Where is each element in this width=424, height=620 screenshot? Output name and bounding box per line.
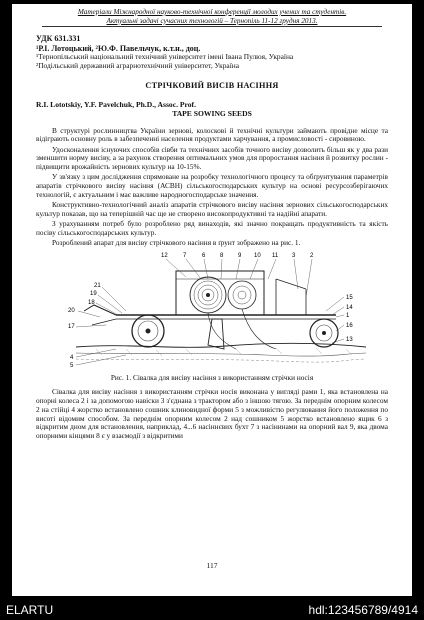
paragraph-5: З урахуванням потреб було розроблено ряд винаходів, які значно покращать продуктивність та якість посіву сільськогосподарських культур. xyxy=(36,218,388,237)
affiliation-1: ¹Тернопільський національний технічний університет імені Івана Пулюя, Україна xyxy=(36,52,294,62)
title-en: TAPE SOWING SEEDS xyxy=(172,108,252,118)
figure-label: 5 xyxy=(70,363,74,370)
udc-code: УДК 631.331 xyxy=(36,34,81,44)
figure-label: 9 xyxy=(238,253,242,260)
seeder-drawing xyxy=(36,249,388,373)
paragraph-7: Сівалка для висіву насіння з використанням стрічки носія виконана у вигляді рами 1, яка встановлена на опорні колеса 2 і за допомогою навіски 3 з'єднана з трактором або з іншою тягою. За переднім опорним колесом 2 на стійці 4 жорстко встановлено сошник клиновидної форми 5 з можливістю регулювання його положення по висоті відомим способом. За переднім опорним колесом 2 над сошником 5 жорстко встановлено ящик 6 з відкритим дном для встановлення, наприклад, 4...6 насіннєвих бухт 7 з насінинами на опорний вал 9, яка двома опорними кінцями 8 є у взаємодії з відкритими xyxy=(36,387,388,440)
conference-header xyxy=(42,8,382,27)
figure-label: 20 xyxy=(68,308,75,315)
figure-label: 10 xyxy=(254,253,261,260)
figure-label: 12 xyxy=(161,253,168,260)
paragraph-2: Удосконалення існуючих способів сівби та технічних засобів точного висіву дозволить більш як у два рази зменшити норму висіву, а за рахунок створення оптимальних умов для проростання насіння й розвитку рослин - підвищити врожайність зернових культур на 10-15%. xyxy=(36,144,388,172)
paragraph-4: Конструктивно-технологічний аналіз апаратів стрічкового висіву насіння зернових сільськогосподарських культур показав, що на теперішній час ще не створено високопродуктивні та надійні апарати. xyxy=(36,199,388,218)
handle-id: hdl:123456789/4914 xyxy=(308,603,418,617)
figure-label: 14 xyxy=(346,305,353,312)
authors-uk: ¹Р.І. Лотоцький, ²Ю.Ф. Павельчук, к.т.н., доц. xyxy=(36,43,201,53)
figure-label: 1 xyxy=(346,313,350,320)
figure-label: 7 xyxy=(183,253,187,260)
figure-label: 15 xyxy=(346,295,353,302)
seeder-figure xyxy=(36,249,388,373)
header-line-1: Матеріали Міжнародної науково-технічної конференції молодих учених та студентів. xyxy=(77,8,347,16)
repository-name: ELARTU xyxy=(6,603,54,617)
paragraph-6: Розроблений апарат для висіву стрічкового насіння в ґрунт зображено на рис. 1. xyxy=(52,237,301,247)
figure-label: 16 xyxy=(346,323,353,330)
figure-label: 13 xyxy=(346,337,353,344)
paper-page xyxy=(12,4,412,596)
page-number: 117 xyxy=(206,561,218,570)
figure-label: 2 xyxy=(310,253,314,260)
figure-label: 6 xyxy=(202,253,206,260)
authors-en: R.I. Lototskiy, Y.F. Pavelchuk, Ph.D., Assoc. Prof. xyxy=(36,99,196,109)
figure-caption: Рис. 1. Сівалка для висіву насіння з використанням стрічки носія xyxy=(110,373,314,383)
header-line-2: Актуальні задачі сучасних технологій – Тернопіль 11-12 грудня 2013. xyxy=(106,16,318,25)
figure-label: 18 xyxy=(88,300,95,307)
figure-label: 17 xyxy=(68,324,75,331)
title-uk: СТРІЧКОВИЙ ВИСІВ НАСІННЯ xyxy=(145,80,279,90)
paragraph-1: В структурі рослинництва України зернові, колоскові й технічні культури займають провідне місце та відіграють основну роль в забезпеченні населення продуктами харчування, а промисловості - сировиною. xyxy=(36,125,388,144)
figure-label: 11 xyxy=(272,253,279,260)
figure-label: 19 xyxy=(90,291,97,298)
figure-label: 3 xyxy=(292,253,296,260)
paragraph-3: У зв'язку з цим дослідження спрямоване на розробку технологічного процесу та обґрунтування параметрів апаратів стрічкового висіву насіння (АСВН) сільськогосподарських культур на основі ресурсозберігаючих технологій, є актуальним і має важливе народногосподарське значення. xyxy=(36,172,388,199)
figure-label: 4 xyxy=(70,355,74,362)
body-text xyxy=(36,127,388,248)
affiliation-2: ²Подільський державний аграрнотехнічний університет, Україна xyxy=(36,60,239,70)
figure-label: 8 xyxy=(220,253,224,260)
figure-label: 21 xyxy=(94,283,101,290)
body-text-after xyxy=(36,388,388,440)
repository-footer xyxy=(0,600,424,620)
